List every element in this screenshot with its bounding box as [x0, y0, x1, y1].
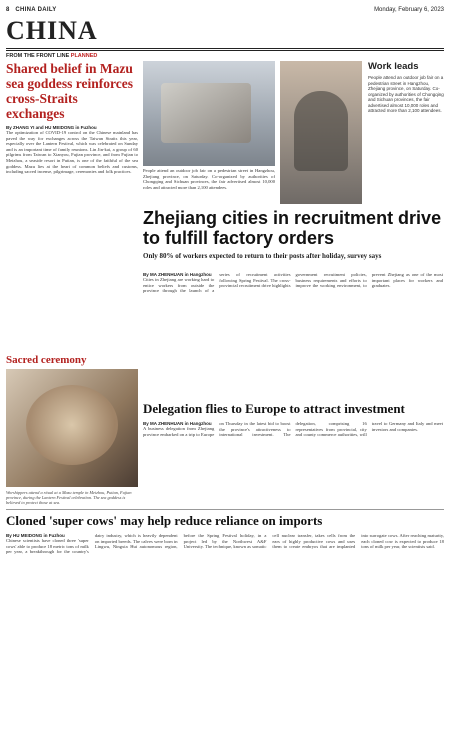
section-title: CHINA — [6, 16, 98, 45]
portrait-photo — [280, 61, 362, 204]
photo-caption-area — [143, 168, 275, 204]
lead-kicker: FROM THE FRONT LINE — [6, 53, 70, 59]
photo-job-fair — [143, 61, 275, 166]
zhejiang-headline: Zhejiang cities in recruitment drive to fulfill factory orders — [143, 208, 442, 248]
clone-article — [6, 533, 444, 739]
sacred-caption: Worshippers attend a ritual at a Mazu temple in Meizhou, Putian, Fujian province, during the Lantern Festival celebration. The sea goddess is believed to protect those at sea. — [6, 490, 132, 506]
header-left — [6, 7, 57, 13]
section-rule — [6, 48, 444, 49]
work-lead-sidebar — [368, 61, 444, 204]
delegation-byline: By MA ZHENHUAN in Hangzhou — [143, 421, 212, 426]
work-lead-photo — [143, 61, 275, 166]
lead-article — [6, 125, 138, 350]
zhejiang-subheadline: Only 80% of workers expected to return to their posts after holiday, survey says — [143, 252, 382, 260]
delegation-headline: Delegation flies to Europe to attract investment — [143, 401, 405, 416]
issue-date: Monday, February 6, 2023 — [374, 7, 444, 13]
lead-kicker-tag: PLANNED — [70, 53, 98, 59]
job-fair-caption: People attend an outdoor job fair on a pedestrian street in Hangzhou, Zhejiang province, on Saturday. Co-organized by authorities of Chongqing and Sichuan provinces, the fair advertised almost 10,000 roles and attracted more than 2,100 attendees. — [143, 168, 275, 190]
clone-byline: By HU MEIDONG in Fuzhou — [6, 533, 65, 538]
sacred-heading: Sacred ceremony — [6, 354, 87, 366]
lead-body-text: The optimization of COVID-19 control on the Chinese mainland has paved the way for exchanges across the Taiwan Straits this year, especially over the Lantern Festival, which was celebrated on Sunday and is an important time of family reunions. Lin Jin-kai, a group of 60 pilgrims from Taiwan to Xianyou, Fujian province, and from Fujian to Meizhou, a seaside resort in Putian, is one of the faithful of the sea goddess. Mazu lies at the heart of common beliefs and customs, including sacred incense, pilgrimage, ceremonies and folk practices. — [6, 130, 138, 175]
delegation-body-text: A business delegation from Zhejiang province embarked on a trip to Europe on Thursday in the latest bid to boost the province's attractiveness to international investment. The delegation, comprising 16 representatives from provincial, city and county commerce authorities, will travel to Germany and Italy and meet investors and companies. — [143, 421, 443, 438]
sacred-ceremony-photo — [6, 369, 138, 487]
clone-body-text: Chinese scientists have cloned three 'super cows' able to produce 18 metric tons of milk per year, a breakthrough for the country's dairy industry, which is heavily dependent on imported breeds. The calves were born in Lingwu, Ningxia Hui autonomous region, before the Spring Festival holiday, in a project led by the Northwest A&F University. The technique, known as somatic cell nuclear transfer, takes cells from the ears of highly productive cows and uses them to create embryos that are implanted into surrogate cows. After reaching maturity, each cloned cow is expected to produce 18 tons of milk per year, the scientists said. — [6, 533, 444, 555]
lead-kicker-row — [6, 53, 97, 59]
page-header — [6, 4, 444, 16]
zhejiang-body-text: Cities in Zhejiang are working hard to entice workers from outside the province through the launch of a series of recruitment activities following Spring Festival. The cross-provincial recruitment drive highlights government recruitment policies, business requirements and efforts to improve the working environment, to prevent Zhejiang as one of the most important places for workers and graduates. — [143, 272, 443, 294]
work-lead-text: People attend an outdoor job fair on a pedestrian street in Hangzhou, Zhejiang province, on Saturday. Co-organized by authorities of Chongqing and Sichuan provinces, the fair advertised almost 10,000 roles and attracted more than 2,100 attendees. — [368, 75, 444, 113]
lead-headline: Shared belief in Mazu sea goddess reinforces cross-Straits exchanges — [6, 61, 133, 121]
clone-headline: Cloned 'super cows' may help reduce reliance on imports — [6, 513, 323, 528]
work-lead-heading: Work leads — [368, 61, 419, 72]
lead-byline: By ZHANG YI and HU MEIDONG in Fuzhou — [6, 125, 97, 130]
brand-name: CHINA DAILY — [15, 7, 57, 13]
delegation-article — [143, 421, 443, 507]
page-number: 8 — [6, 7, 10, 13]
zhejiang-byline: By MA ZHENHUAN in Hangzhou — [143, 272, 212, 277]
section-rule-secondary — [6, 50, 444, 51]
zhejiang-article — [143, 272, 443, 397]
bottom-section-rule — [6, 509, 444, 510]
